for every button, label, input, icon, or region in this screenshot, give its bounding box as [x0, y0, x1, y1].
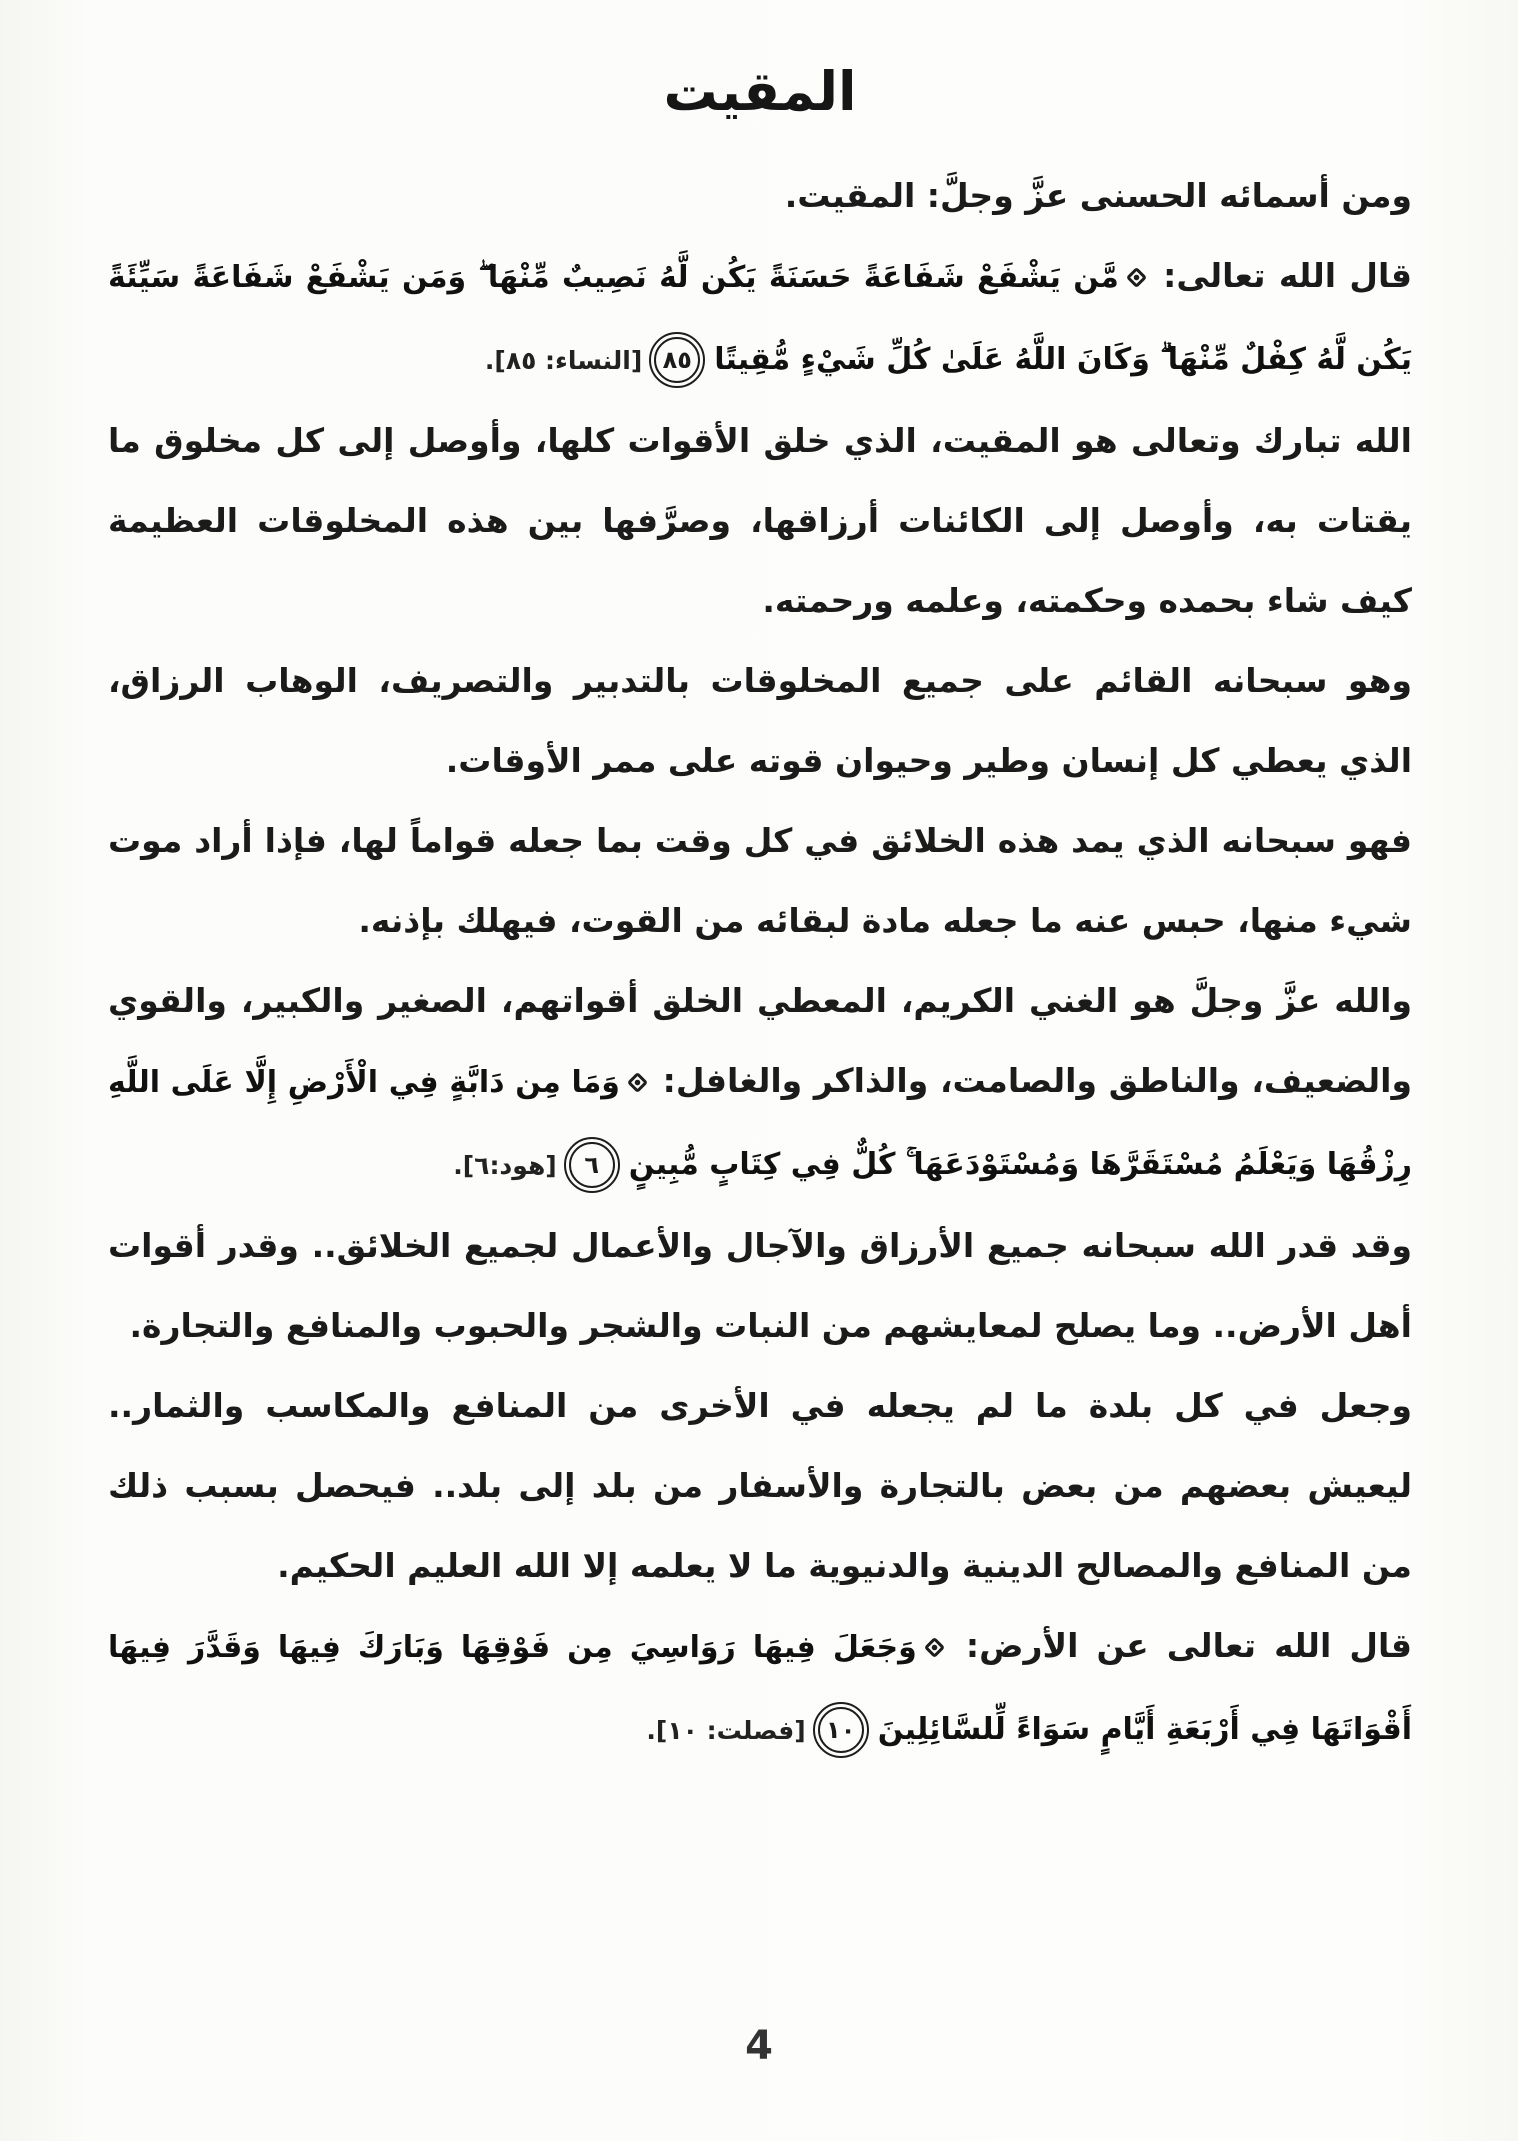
paragraph-with-verse	[108, 236, 1412, 401]
paragraph-text: قال الله تعالى:	[1149, 256, 1412, 295]
paragraph-text: وجعل في كل بلدة ما لم يجعله في الأخرى من المنافع والمكاسب والثمار.. ليعيش بعضهم من بعض بالتجارة والأسفار من بلد إلى بلد.. فيحصل بسبب ذلك من المنافع والمصالح الدينية والدنيوية ما لا يعلمه إلا الله العليم الحكيم.	[108, 1386, 1412, 1585]
paragraph-text: قال الله تعالى عن الأرض:	[947, 1626, 1412, 1665]
verse-open-ornament-icon	[924, 1637, 945, 1658]
ayah-number-ornament-icon	[569, 1142, 615, 1188]
verse-reference: [فصلت: ١٠].	[646, 1716, 806, 1745]
quran-verse: وَمَا مِن دَابَّةٍ فِي الْأَرْضِ إِلَّا عَلَى اللَّهِ رِزْقُهَا وَيَعْلَمُ مُسْتَقَرَّهَا وَمُسْتَوْدَعَهَا ۚ كُلٌّ فِي كِتَابٍ مُّبِينٍ	[108, 1065, 1412, 1182]
page-title: المقيت	[663, 60, 857, 123]
ayah-number: ١٠	[826, 1715, 856, 1744]
paragraph	[108, 156, 1412, 236]
verse-reference: [هود:٦].	[453, 1151, 557, 1180]
verse-reference: [النساء: ٨٥].	[484, 346, 643, 375]
paragraph-text: وقد قدر الله سبحانه جميع الأرزاق والآجال والأعمال لجميع الخلائق.. وقدر أقوات أهل الأرض.. وما يصلح لمعايشهم من النبات والشجر والحبوب والمنافع والتجارة.	[108, 1226, 1412, 1345]
paragraph	[108, 801, 1412, 961]
paragraph	[108, 1366, 1412, 1606]
body-text	[108, 156, 1412, 1771]
page-number: 4	[745, 2023, 773, 2069]
paragraph-text: وهو سبحانه القائم على جميع المخلوقات بالتدبير والتصريف، الوهاب الرزاق، الذي يعطي كل إنسان وطير وحيوان قوته على ممر الأوقات.	[108, 661, 1412, 780]
paragraph-text: فهو سبحانه الذي يمد هذه الخلائق في كل وقت بما جعله قواماً لها، فإذا أراد موت شيء منها، حبس عنه ما جعله مادة لبقائه من القوت، فيهلك بإذنه.	[108, 821, 1412, 940]
ayah-number: ٨٥	[662, 345, 692, 374]
paragraph	[108, 641, 1412, 801]
ayah-number-ornament-icon	[654, 337, 700, 383]
quran-verse: وَجَعَلَ فِيهَا رَوَاسِيَ مِن فَوْقِهَا وَبَارَكَ فِيهَا وَقَدَّرَ فِيهَا أَقْوَاتَهَا فِي أَرْبَعَةِ أَيَّامٍ سَوَاءً لِّلسَّائِلِينَ	[108, 1630, 1412, 1747]
paragraph-with-verse	[108, 1606, 1412, 1771]
ayah-number-ornament-icon	[818, 1707, 864, 1753]
paragraph-text: والله عزَّ وجلَّ هو الغني الكريم، المعطي الخلق أقواتهم، الصغير والكبير، والقوي والضعيف، والناطق والصامت، والذاكر والغافل:	[108, 981, 1413, 1100]
quran-verse: مَّن يَشْفَعْ شَفَاعَةً حَسَنَةً يَكُن لَّهُ نَصِيبٌ مِّنْهَا ۖ وَمَن يَشْفَعْ شَفَاعَةً سَيِّئَةً يَكُن لَّهُ كِفْلٌ مِّنْهَا ۗ وَكَانَ اللَّهُ عَلَىٰ كُلِّ شَيْءٍ مُّقِيتًا	[108, 260, 1412, 377]
paragraph	[108, 1206, 1412, 1366]
verse-open-ornament-icon	[1126, 267, 1147, 288]
ayah-number: ٦	[584, 1150, 600, 1179]
paragraph	[108, 401, 1412, 641]
paragraph-text: الله تبارك وتعالى هو المقيت، الذي خلق الأقوات كلها، وأوصل إلى كل مخلوق ما يقتات به، وأوصل إلى الكائنات أرزاقها، وصرَّفها بين هذه المخلوقات العظيمة كيف شاء بحمده وحكمته، وعلمه ورحمته.	[108, 421, 1412, 620]
verse-open-ornament-icon	[627, 1072, 648, 1093]
paragraph-with-verse	[108, 961, 1412, 1206]
paragraph-text: ومن أسمائه الحسنى عزَّ وجلَّ: المقيت.	[784, 176, 1412, 215]
